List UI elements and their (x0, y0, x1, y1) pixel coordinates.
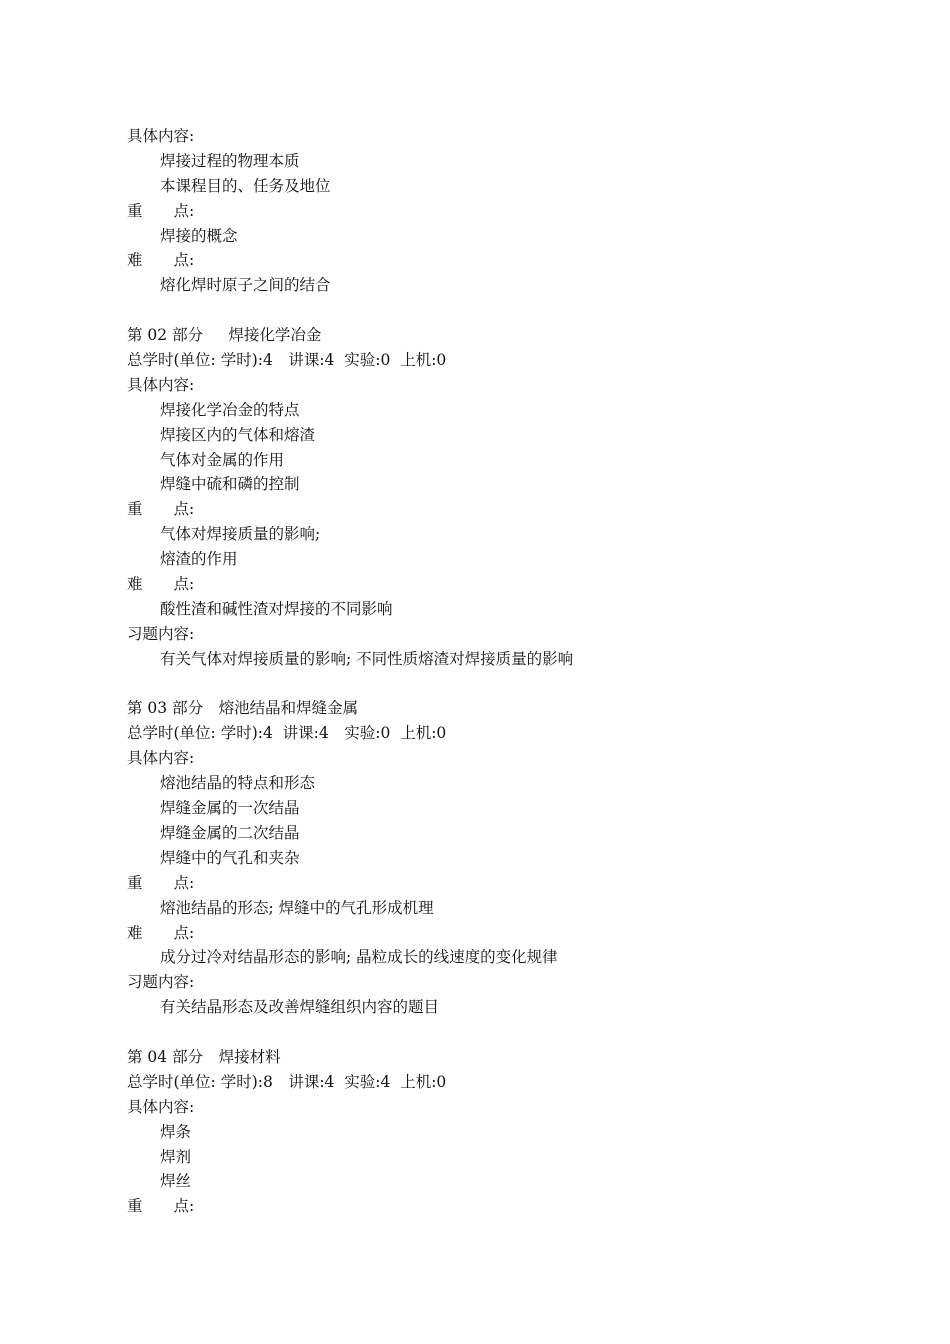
part03-content-label: 具体内容: (127, 749, 195, 768)
part03-key-item: 熔池结晶的形态; 焊缝中的气孔形成机理 (160, 898, 434, 917)
part03-hours: 总学时(单位: 学时):4 讲课:4 实验:0 上机:0 (127, 724, 447, 743)
part02-exercise-label: 习题内容: (127, 624, 195, 643)
part03-exercise-label: 习题内容: (127, 973, 195, 992)
part03-content-item: 焊缝金属的一次结晶 (160, 799, 300, 818)
part02-difficult-item: 酸性渣和碱性渣对焊接的不同影响 (160, 599, 393, 618)
part03-difficult-label: 难 点: (127, 923, 195, 942)
part04-title: 第 04 部分 焊接材料 (127, 1047, 281, 1066)
part02-content-item: 气体对金属的作用 (160, 450, 285, 469)
part01-key-item: 焊接的概念 (160, 226, 238, 245)
part02-title: 第 02 部分 焊接化学冶金 (127, 326, 322, 345)
part01-key-label: 重 点: (127, 201, 195, 220)
part02-key-item: 熔渣的作用 (160, 550, 238, 569)
part02-key-item: 气体对焊接质量的影响; (160, 525, 321, 544)
part02-difficult-label: 难 点: (127, 575, 195, 594)
part04-content-item: 焊剂 (160, 1147, 192, 1166)
part01-content-label: 具体内容: (127, 127, 195, 145)
part04-hours: 总学时(单位: 学时):8 讲课:4 实验:4 上机:0 (127, 1072, 447, 1091)
part03-content-item: 焊缝金属的二次结晶 (160, 823, 300, 842)
part04-content-item: 焊丝 (160, 1172, 192, 1191)
part02-exercise-item: 有关气体对焊接质量的影响; 不同性质熔渣对焊接质量的影响 (160, 649, 574, 668)
spacer (127, 1020, 887, 1045)
part02-key-label: 重 点: (127, 500, 195, 519)
part01-content-item: 焊接过程的物理本质 (160, 151, 300, 170)
part03-content-item: 熔池结晶的特点和形态 (160, 774, 316, 793)
part03-key-label: 重 点: (127, 873, 195, 892)
part02-content-item: 焊接区内的气体和熔渣 (160, 425, 316, 444)
part03-content-item: 焊缝中的气孔和夹杂 (160, 848, 300, 867)
part03-difficult-item: 成分过冷对结晶形态的影响; 晶粒成长的线速度的变化规律 (160, 948, 558, 967)
part02-hours: 总学时(单位: 学时):4 讲课:4 实验:0 上机:0 (127, 351, 447, 370)
spacer (127, 298, 887, 323)
part04-key-label: 重 点: (127, 1197, 195, 1216)
part01-content-item: 本课程目的、任务及地位 (160, 176, 331, 195)
part01-difficult-label: 难 点: (127, 251, 195, 270)
part03-exercise-item: 有关结晶形态及改善焊缝组织内容的题目 (160, 998, 440, 1017)
part02-content-item: 焊接化学冶金的特点 (160, 400, 300, 419)
part04-content-label: 具体内容: (127, 1097, 195, 1116)
spacer (127, 672, 887, 697)
part02-content-label: 具体内容: (127, 375, 195, 394)
syllabus-content (127, 124, 887, 1219)
part04-content-item: 焊条 (160, 1122, 192, 1141)
part03-title: 第 03 部分 熔池结晶和焊缝金属 (127, 699, 359, 718)
part02-content-item: 焊缝中硫和磷的控制 (160, 475, 300, 494)
part01-difficult-item: 熔化焊时原子之间的结合 (160, 276, 331, 295)
